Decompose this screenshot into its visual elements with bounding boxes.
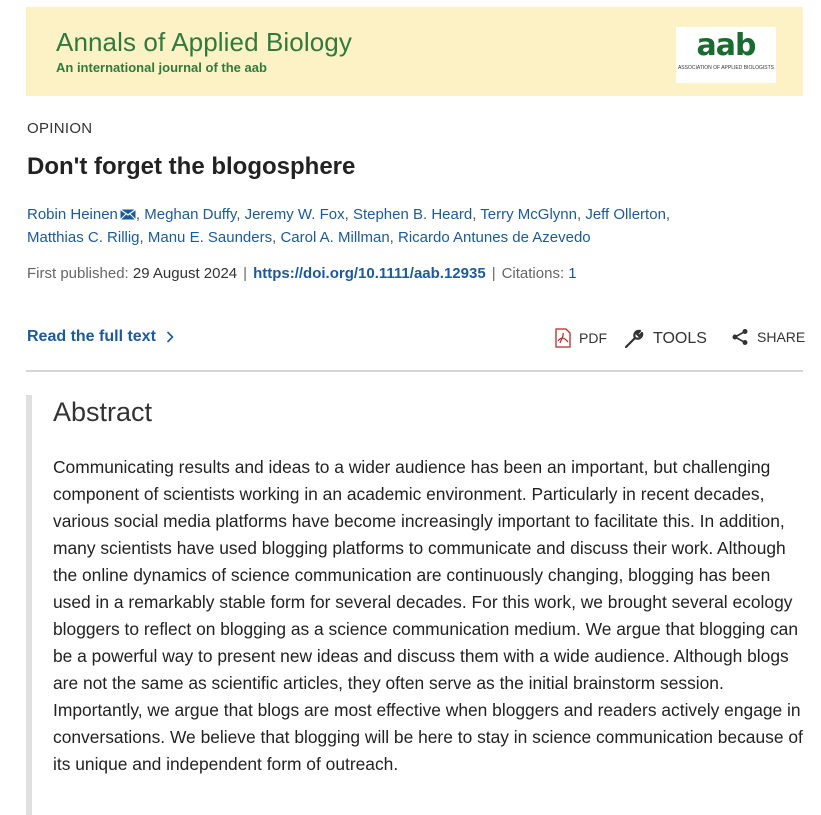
author-link[interactable]: Jeremy W. Fox — [244, 206, 345, 223]
journal-banner[interactable] — [26, 7, 803, 96]
author-link[interactable]: Stephen B. Heard — [352, 206, 473, 223]
journal-title[interactable]: Annals of Applied Biology — [56, 27, 352, 57]
wrench-icon — [623, 328, 645, 350]
article-type-label: OPINION — [27, 120, 93, 137]
share-icon — [731, 328, 749, 346]
author-list: Robin Heinen , Meghan Duffy, Jeremy W. Fox, Stephen B. Heard, Terry McGlynn, Jeff Ollerton, Matthias C. Rillig, Manu E. Saunders, Carol A. Millman, Ricardo Antunes de Azevedo — [27, 206, 671, 246]
share-button[interactable] — [731, 328, 805, 346]
aab-logo[interactable] — [676, 27, 776, 83]
author-link[interactable]: Ricardo Antunes de Azevedo — [398, 229, 591, 246]
article-title: Don't forget the blogosphere — [27, 153, 356, 180]
author-link[interactable]: Meghan Duffy — [144, 206, 237, 223]
pdf-button[interactable] — [555, 328, 607, 348]
author-link[interactable]: Manu E. Saunders — [147, 229, 273, 246]
pdf-icon — [555, 328, 571, 348]
section-divider — [26, 370, 803, 372]
publication-info: First published: 29 August 2024 | https://doi.org/10.1111/aab.12935 | Citations: 1 — [27, 265, 577, 282]
journal-subtitle: An international journal of the aab — [56, 60, 267, 75]
read-full-text-link[interactable] — [27, 328, 174, 346]
author-link[interactable]: Jeff Ollerton — [585, 206, 666, 223]
first-published-date: 29 August 2024 — [132, 265, 238, 282]
abstract-section — [26, 395, 803, 815]
pdf-label: PDF — [579, 330, 607, 346]
author-link[interactable]: Matthias C. Rillig — [27, 229, 140, 246]
email-icon[interactable] — [120, 209, 136, 220]
abstract-text: Communicating results and ideas to a wider audience has been an important, but challenging component of scientists working in an academic environment. Particularly in recent decades, various social media platforms have become increasingly important to facilitate this. In addition, many scientists have used blogging platforms to communicate and discuss their work. Although the online dynamics of science communication are continuously changing, blogging has been used in a remarkably stable form for several decades. For this work, we brought several ecology bloggers to reflect on blogging as a science communication medium. We argue that blogging can be a powerful way to present new ideas and discuss them with a wide audience. Although blogs are not the same as scientific articles, they often serve as the initial brainstorm session. Importantly, we argue that blogs are most effective when bloggers and readers actively engage in conversations. We believe that blogging will be here to stay in science communication because of its unique and independent form of outreach. — [53, 457, 803, 774]
aab-logo-caption: ASSOCIATION OF APPLIED BIOLOGISTS — [677, 65, 775, 71]
share-label: SHARE — [757, 329, 806, 345]
abstract-heading: Abstract — [53, 397, 153, 427]
aab-logo-text: aab — [696, 28, 756, 63]
doi-link[interactable]: https://doi.org/10.1111/aab.12935 — [253, 265, 486, 282]
author-link[interactable]: Carol A. Millman — [280, 229, 390, 246]
tools-label: TOOLS — [653, 330, 707, 347]
citations-count[interactable]: 1 — [568, 265, 577, 282]
citations-label: Citations: — [501, 265, 565, 282]
chevron-right-icon — [166, 331, 174, 343]
read-full-text-label: Read the full text — [27, 328, 156, 345]
author-link[interactable]: Robin Heinen — [27, 206, 118, 223]
first-published-label: First published: — [27, 265, 129, 282]
article-actions — [27, 328, 806, 352]
tools-button[interactable] — [623, 328, 707, 350]
author-link[interactable]: Terry McGlynn — [480, 206, 577, 223]
